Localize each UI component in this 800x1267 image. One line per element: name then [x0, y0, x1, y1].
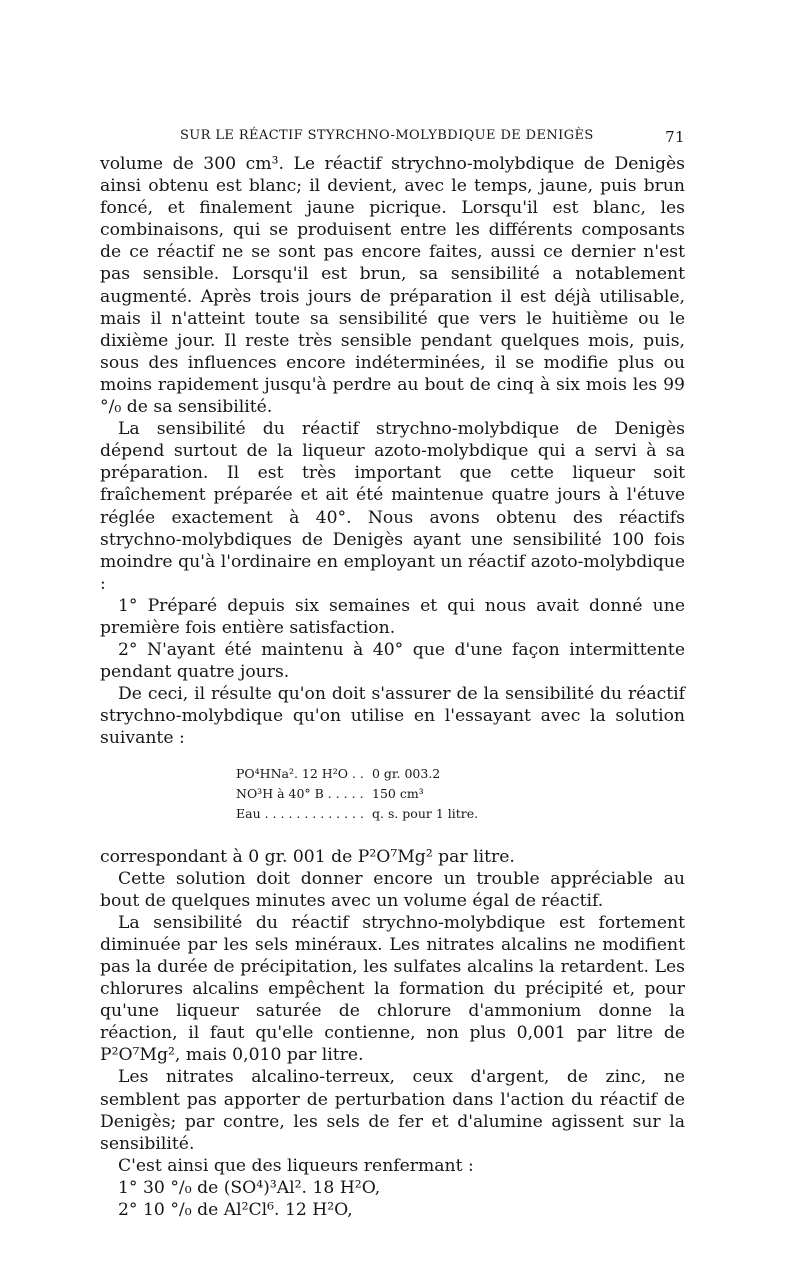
paragraph-3: 1° Préparé depuis six semaines et qui nous avait donné une première fois entière satisfaction. [100, 595, 685, 638]
recipe-quantity: 150 cm³ [372, 785, 424, 801]
paragraph-8: La sensibilité du réactif strychno-molybdique est fortement diminuée par les sels minéraux. Les nitrates alcalins ne modifient pas la durée de précipitation, les sulfates alcalins la retardent. Les chlorures alcalins empêchent la formation du précipité et, pour qu'une liqueur saturée de chlorure d'ammonium donne la réaction, il faut qu'elle contienne, non plus 0,001 par litre de P²O⁷Mg², mais 0,010 par litre. [100, 912, 685, 1066]
page-number: 71 [665, 128, 685, 146]
paragraph-2: La sensibilité du réactif strychno-molybdique de Denigès dépend surtout de la liqueur azoto-molybdique qui a servi à sa préparation. Il est très important que cette liqueur soit fraîchement préparée et ait été maintenue quatre jours à l'étuve réglée exactement à 40°. Nous avons obtenu des réactifs strychno-molybdiques de Denigès ayant une sensibilité 100 fois moindre qu'à l'ordinaire en employant un réactif azoto-molybdique : [100, 419, 685, 594]
paragraph-7: Cette solution doit donner encore un trouble appréciable au bout de quelques minutes avec un volume égal de réactif. [100, 868, 685, 911]
list-item-2: 2° 10 °/₀ de Al²Cl⁶. 12 H²O, [118, 1200, 353, 1221]
recipe-row [236, 764, 685, 784]
recipe-table [236, 764, 685, 824]
recipe-row [236, 804, 685, 824]
paragraph-1: volume de 300 cm³. Le réactif strychno-molybdique de Denigès ainsi obtenu est blanc; il devient, avec le temps, jaune, puis brun foncé, et finalement jaune picrique. Lorsqu'il est blanc, les combinaisons, qui se produisent entre les différents composants de ce réactif ne se sont pas encore faites, aussi ce dernier n'est pas sensible. Lorsqu'il est brun, sa sensibilité a notablement augmenté. Après trois jours de préparation il est déjà utilisable, mais il n'atteint toute sa sensibilité que vers le huitième ou le dixième jour. Il reste très sensible pendant quelques mois, puis, sous des influences encore indéterminées, il se modifie plus ou moins rapidement jusqu'à perdre au bout de cinq à six mois les 99 °/₀ de sa sensibilité. [100, 154, 685, 418]
paragraph-9: Les nitrates alcalino-terreux, ceux d'argent, de zinc, ne semblent pas apporter de perturbation dans l'action du réactif de Denigès; par contre, les sels de fer et d'alumine agissent sur la sensibilité. [100, 1067, 685, 1154]
recipe-row [236, 784, 685, 804]
list-item-1: 1° 30 °/₀ de (SO⁴)³Al². 18 H²O, [118, 1177, 381, 1198]
paragraph-10: C'est ainsi que des liqueurs renfermant : [118, 1155, 474, 1176]
body-text [100, 153, 685, 1221]
recipe-ingredient: Eau . . . [236, 804, 366, 824]
running-title: SUR LE RÉACTIF STYRCHNO-MOLYBDIQUE DE DENIGÈS [180, 128, 594, 143]
recipe-quantity: q. s. pour 1 litre. [372, 805, 479, 821]
paragraph-5: De ceci, il résulte qu'on doit s'assurer de la sensibilité du réactif strychno-molybdique qu'on utilise en l'essayant avec la solution suivante : [100, 684, 685, 749]
paragraph-6: correspondant à 0 gr. 001 de P²O⁷Mg² par litre. [100, 846, 515, 867]
running-header [100, 128, 685, 150]
recipe-ingredient: PO⁴HNa². 12 H²O . . . [236, 764, 366, 784]
recipe-ingredient: NO³H à 40° B . . . [236, 784, 366, 804]
paragraph-4: 2° N'ayant été maintenu à 40° que d'une façon intermittente pendant quatre jours. [100, 640, 685, 683]
recipe-quantity: 0 gr. 003.2 [372, 765, 441, 781]
